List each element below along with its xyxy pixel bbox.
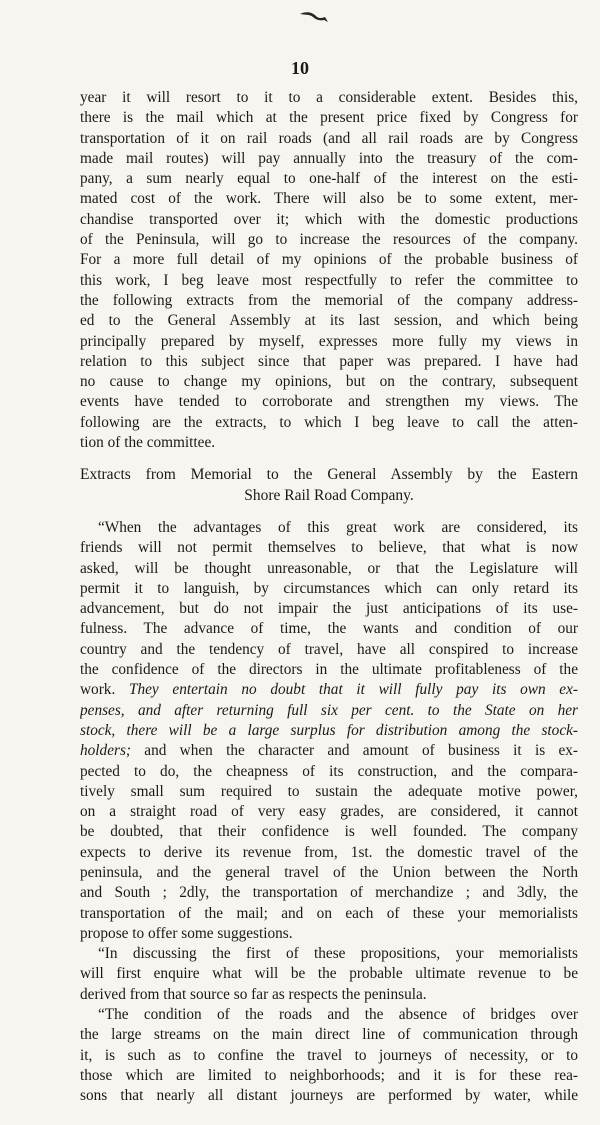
text-line: will first enquire what will be the probable ultimate revenue to be — [80, 965, 578, 983]
text-line: expects to derive its revenue from, 1st. the domestic travel of the — [80, 843, 578, 861]
text-line: it, is such as to confine the travel to journeys of necessity, or to — [80, 1046, 578, 1064]
text-line: “The condition of the roads and the absence of bridges over — [98, 1006, 578, 1024]
text-line: stock, there will be a large surplus for distribution among the stock- — [80, 721, 578, 739]
text-line: be doubted, that their confidence is well founded. The company — [80, 823, 578, 841]
heading-line: Extracts from Memorial to the General Assembly by the Eastern — [80, 466, 578, 484]
text-line: advancement, but do not impair the just anticipations of its use- — [80, 600, 578, 618]
text-line: made mail routes) will pay annually into the treasury of the com- — [80, 149, 578, 167]
text-line: following are the extracts, to which I beg leave to call the atten- — [80, 413, 578, 431]
text-line: pany, a sum nearly equal to one-half of the interest on the esti- — [80, 170, 578, 188]
heading-line: Shore Rail Road Company. — [244, 486, 414, 504]
text-line: no cause to change my opinions, but on the contrary, subsequent — [80, 373, 578, 391]
text-line: friends will not permit themselves to believe, that what is now — [80, 539, 578, 557]
text-line — [80, 680, 578, 700]
text-line: transportation of it on rail roads (and all rail roads are by Congress — [80, 129, 578, 147]
paragraph-intro — [80, 88, 578, 453]
ink-mark-icon — [298, 8, 334, 28]
paragraph-roads — [80, 1005, 578, 1106]
text-line: propose to offer some suggestions. — [80, 924, 293, 942]
text-segment: and when the character and amount of business it is ex- — [131, 742, 578, 760]
text-line: derived from that source so far as respects the peninsula. — [80, 985, 427, 1003]
italic-segment: holders; — [80, 742, 131, 760]
text-line: events have tended to corroborate and strengthen my views. The — [80, 393, 578, 411]
text-line: the following extracts from the memorial of the company address- — [80, 291, 578, 309]
text-line: of the Peninsula, will go to increase the resources of the company. — [80, 231, 578, 249]
text-line: there is the mail which at the present price fixed by Congress for — [80, 109, 578, 127]
text-line: pected to do, the cheapness of its construction, and the compara- — [80, 762, 578, 780]
text-line: sons that nearly all distant journeys are performed by water, while — [80, 1087, 578, 1105]
text-line: tively small sum required to sustain the adequate motive power, — [80, 782, 578, 800]
text-line: on a straight road of very easy grades, are considered, it cannot — [80, 803, 578, 821]
text-line: this work, I beg leave most respectfully to refer the committee to — [80, 271, 578, 289]
text-line: asked, will be thought unreasonable, or that the Legislature will — [80, 559, 578, 577]
text-line: tion of the committee. — [80, 434, 216, 452]
body-text — [80, 88, 578, 1107]
paragraph-memorial — [80, 518, 578, 944]
text-line: the large streams on the main direct line of communication through — [80, 1026, 578, 1044]
text-line — [80, 741, 578, 761]
text-line: country and the tendency of travel, have all conspired to increase — [80, 640, 578, 658]
text-line: year it will resort to it to a considerable extent. Besides this, — [80, 89, 578, 106]
section-heading — [80, 465, 578, 506]
text-line: mated cost of the work. There will also be to some extent, mer- — [80, 190, 578, 208]
text-line: and South ; 2dly, the transportation of merchandize ; and 3dly, the — [80, 884, 578, 902]
text-line: the confidence of the directors in the ultimate profitableness of the — [80, 661, 578, 679]
text-line: “In discussing the first of these propositions, your memorialists — [98, 945, 578, 963]
page-number: 10 — [291, 58, 309, 78]
text-line: fulness. The advance of time, the wants and condition of our — [80, 620, 578, 638]
text-line: peninsula, and the general travel of the Union between the North — [80, 863, 578, 881]
paragraph-discussion — [80, 944, 578, 1005]
text-line: ed to the General Assembly at its last session, and which being — [80, 312, 578, 330]
text-line: penses, and after returning full six per cent. to the State on her — [80, 701, 578, 719]
text-line: For a more full detail of my opinions of the probable business of — [80, 251, 578, 269]
text-segment: work. — [80, 681, 129, 699]
text-line: transportation of the mail; and on each of these your memorialists — [80, 904, 578, 922]
text-line: chandise transported over it; which with the domestic productions — [80, 210, 578, 228]
text-line: relation to this subject since that paper was prepared. I have had — [80, 352, 578, 370]
text-line: “When the advantages of this great work are considered, its — [98, 518, 578, 536]
text-line: permit it to languish, by circumstances which can only retard its — [80, 579, 578, 597]
text-line: principally prepared by myself, expresses more fully my views in — [80, 332, 578, 350]
italic-segment: They entertain no doubt that it will fully pay its own ex- — [128, 681, 578, 699]
text-line: those which are limited to neighborhoods; and it is for these rea- — [80, 1066, 578, 1084]
